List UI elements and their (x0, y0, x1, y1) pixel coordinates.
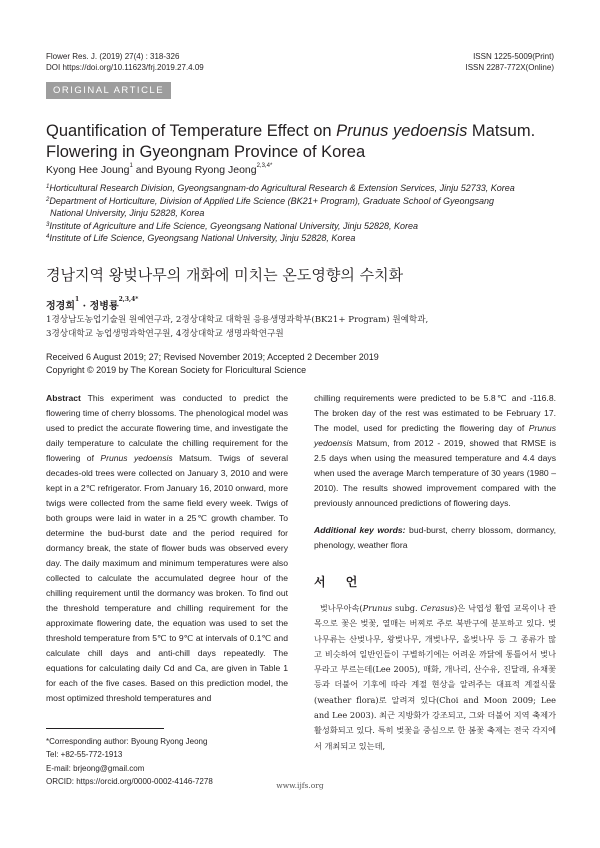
affiliation-item: $^4$Institute of Life Science, Gyeongsang National University, Jinju 52828, Korea (46, 233, 356, 244)
author-2: Byoung Ryong Jeong (156, 164, 257, 176)
issn-print: ISSN 1225-5009(Print) (473, 52, 554, 61)
korean-author-list: 정경희$^1$ · 정병룡$^{2,3,4*}$ (46, 296, 139, 312)
abstract-label: Abstract (46, 393, 81, 403)
affiliation-list (46, 182, 566, 245)
author-1: Kyong Hee Joung (46, 164, 130, 176)
affiliation-item: National University, Jinju 52828, Korea (50, 208, 205, 219)
abstract-continued: chilling requirements were predicted to be 5.8℃ and -116.8. The broken day of the rest was estimated to be February 17. The model, used for predicting the flowering day of Prunus yedoensis Matsum, from 2012 - 2019, showed that RMSE is 2.5 days when using the measured temperature and 4.4 days when used the average March temperature of 30 years (1980 – 2010). The results showed improvement compared with the previously announced predictions of flowering days. Additional key words: bud-burst, cherry blossom, dormancy, phenology, weather flora (314, 391, 556, 553)
doi-link[interactable]: DOI https://doi.org/10.11623/frj.2019.27.4.09 (46, 63, 204, 72)
affiliation-item: $^1$Horticultural Research Division, Gyeongsangnam-do Agricultural Research & Extension Services, Jinju 52733, Korea (46, 183, 515, 193)
korean-affiliations: 1경상남도농업기술원 원예연구과, 2경상대학교 대학원 응용생명과학부(BK21+ Program) 원예학과, 3경상대학교 농업생명과학연구원, 4경상대학교 생명과학연구원 (46, 315, 429, 339)
copyright-line: Copyright © 2019 by The Korean Society for Floricultural Science (46, 365, 307, 375)
paper-title: Quantification of Temperature Effect on Prunus yedoensis Matsum. Flowering in Gyeongnam Province of Korea (46, 122, 536, 161)
abstract: Abstract This experiment was conducted to predict the flowering time of cherry blossoms. The phenological model was used to predict the accurate flowering time, and investigate the daily temperature to calculate the chilling requirement for the flowering of Prunus yedoensis Matsum. Twigs of several decades-old trees were collected on January 3, 2010 and were kept in a 2℃ refrigerator. From January 16, 2010 onward, more twigs were collected from the same field every week. Twigs of both groups were laid in water in a 25℃ growth chamber. To determine the bud-burst date and the period required for dormancy break, the state of flower buds was observed every day. The daily maximum and minimum temperatures were also collected to calculate the accumulated degree hour of the chilling requirement until the dormancy was broken. To find out the threshold temperature and chilling requirement for the approximate flowering date, the equation was used to set the threshold temperature from 5℃ to 9℃ at intervals of 0.1℃ and calculate chill days and anti-chill days repeatedly. The equations for calculating daily Cd and Ca, are given in Table 1 for each of the five cases. Based on this prediction model, the most optimized threshold temperatures and (46, 393, 288, 703)
corresponding-author: *Corresponding author: Byoung Ryong Jeong (46, 737, 208, 746)
affiliation-item: $^3$Institute of Agriculture and Life Science, Gyeongsang National University, Jinju 52828, Korea (46, 220, 419, 231)
affiliation-item: $^2$Department of Horticulture, Division of Applied Life Science (BK21+ Program), Graduate School of Gyeongsang (46, 195, 494, 206)
received-dates: Received 6 August 2019; 27; Revised November 2019; Accepted 2 December 2019 (46, 352, 379, 362)
journal-website[interactable]: www.ijfs.org (276, 781, 324, 790)
footnote-divider (46, 728, 164, 729)
corresponding-orcid: ORCID: https://orcid.org/0000-0002-4146-7278 (46, 776, 213, 786)
keywords: Additional key words: bud-burst, cherry blossom, dormancy, phenology, weather flora (314, 525, 556, 550)
corresponding-tel: Tel: +82-55-772-1913 (46, 750, 123, 760)
section-heading-introduction: 서 언 (314, 575, 366, 589)
article-type-banner: ORIGINAL ARTICLE (46, 82, 171, 99)
journal-citation: Flower Res. J. (2019) 27(4) : 318-326 (46, 52, 180, 61)
corresponding-email: E-mail: brjeong@gmail.com (46, 763, 145, 773)
author-list: Kyong Hee Joung$^1$ and Byoung Ryong Jeong$^{2,3,4*}$ (46, 163, 273, 176)
article-dates (46, 351, 379, 377)
issn-online: ISSN 2287-772X(Online) (465, 63, 554, 72)
introduction-text: 벚나무아속(Prunus subg. Cerasus)은 낙엽성 활엽 교목이나 관목으로 꽃은 벚꽃, 열매는 버찌로 주로 북반구에 분포하고 있다. 벚나무류는 산벚나무, 왕벚나무, 개벚나무, 올벚나무 등 그 종류가 많고 비슷하여 일반인들이 구별하기에는 어려운 까닭에 통틀어서 벚나무라고 부르는데(Lee 2005), 매화, 개나리, 산수유, 진달래, 유채꽃 등과 더불어 기후에 따라 계절 현상을 알려주는 대표적 계절식물(weather flora)로 알려져 있다(Choi and Moon 2009; Lee and Lee 2003). 최근 지방화가 강조되고, 그와 더불어 지역 축제가 활성화되고 있다. 특히 벚꽃을 중심으로 한 봄꽃 축제는 전국 각지에서 개최되고 있는데, (314, 603, 556, 751)
korean-title: 경남지역 왕벚나무의 개화에 미치는 온도영향의 수치화 (46, 266, 404, 284)
